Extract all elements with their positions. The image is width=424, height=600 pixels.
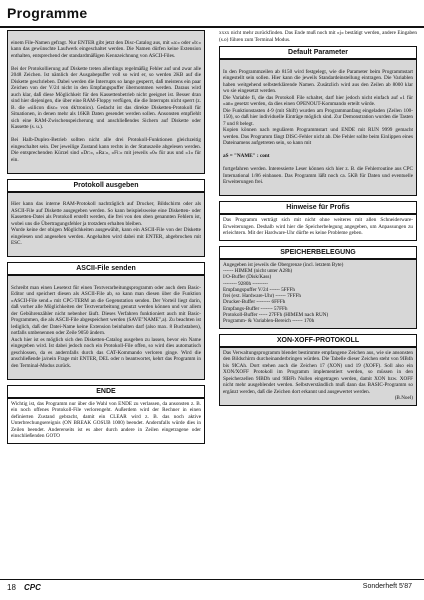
default-box xyxy=(219,59,417,196)
speicher-heading: SPEICHERBELEGUNG xyxy=(219,246,417,259)
protokoll-box xyxy=(7,192,205,258)
default-text: In den Programmzeilen ab 8150 wird festgelegt, wie die Parameter beim Programmstart eingestellt sein sollen. Hier kann die jeweils Standardeinstellung eintragen. Die Variablen haben weitgehend selbsterklärende Namen. Zusätzlich wird aus den Zeilen ab 8000 klar wo sie eingesetzt werden. Die Variable fi, die das Protokoll File schaltet, darf hier jedoch nicht einfach auf »1 für »an« gesetzt werden, da dies einen OPENOUT-Kommando erteilt würde. Die Funktionstasten 4-9 (mit Shift) wurden am Programmanfang eingeladen (Zeilen 100-150), so daß hier individuelle Einträge möglich sind. Zur Demonstration wurden die Tasten 7 und 8 belegt. Kopien können nach regulärem Programmstart und ENDE mit RUN 9999 gemacht werden. Das Programm fängt DISC-Fehler nicht ab. Die Fehler sollte beim Einlippen eines Dateinamens aufgetreten sein, so kann mit xyxy=(223,68,413,146)
memory-map-row: Empfangs-Buffer ------- 57FFh xyxy=(223,305,288,312)
profis-text: Das Programm verträgt sich mit nicht ohne weiteres mit allen Schneiderware-Erweiterungen. Deshalb wird hier die Speicherbelegung angegeben, um Anpassungen zu erleichtern. Mit der Hardware-Uhr dürfte es keine Probleme geben. xyxy=(223,217,413,236)
disk-protocol-text: Bei der Protokollierung auf Diskette treten allerdings regelmäßig Fehler auf und zwar alle 2048 Zeichen. Ist nämlich der Ausgabepuffer voll so wird er, so werden 2KB auf die Diskette geschrieben. Dabei werden die Interrupts so lange gesperrt, daß meistens ein paar Zeichen von der V/24 nicht in den Empfangspuffer übernommen werden. Daraus wird auch klar, daß diese Möglichkeit für den Kassettenbetrieb nicht geeignet ist. Besser dran sind hier diejenigen, die über eine RAM-Floppy verfügen, die die Interrupts nicht sperrt (z. B. die »silicon disc« von dk'tronics). Gedacht ist das direkte Disketten-Protokoll für Situationen, in denen mehr als 16KB Daten gesendet werden sollen. Ansonsten empfiehlt sich eine RAM-Zwischenspeicherung und anschließendes Sichern auf Diskette oder Kassette (s. u.). xyxy=(11,65,201,130)
page-title: Programme xyxy=(7,5,88,21)
ende-text: Wichtig ist, das Programm nur über die Wahl von ENDE zu verlassen, da ansonsten z. B. ein noch offenes Protokoll-File verlorengeht. Außerdem wird der Rechner in einen definierten Zustand gebracht, damit ein CLEAR wird z. B. das noch aktive Unterbrechungsereignis (ON BREAK GOSUB 1000) beendet. Andernfalls würde dies in Zeilen beendet. Andererseits ist es aber durch andere in Zeilen eingetragene oder einschließenden GOTO xyxy=(11,400,201,439)
memory-map-table xyxy=(223,268,413,325)
ende-box xyxy=(7,398,205,444)
xon-text: Das Verwaltungsprogramm blendet bestimmte empfangene Zeichen aus, wie sie ansonsten den Bildschirm durcheinanderbringen würden. Die Tabelle dieser Zeichen steht von 9IB4h bis 9ICAh. Dort stehen auch die Zeichen 17 (XON) und 19 (XOFF). Soll also ein XON/XOFF Protokoll im Programm implementiert werden, so müssen in den Speicherzellen 9IBDh und 9IBFh Nullen eingetragen werden, damit XON bzw. XOFF nicht mehr ausgeblendet werden. Selbstverständlich muß dann das BASIC-Programm so ergänzt werden, daß die Zeichen dort erkannt und ausgewertet werden. xyxy=(223,349,413,395)
cpc-logo: CPC xyxy=(24,583,41,592)
continuation-box xyxy=(219,30,417,46)
header-rule xyxy=(0,26,424,28)
speicher-box xyxy=(219,259,417,329)
memory-map-row: frei (ext. Hardware-Uhr) ------ 7FFFh xyxy=(223,293,301,300)
memory-map-row: Protokoll-Buffer ----- 27FFh (HIMEM nach RUN) xyxy=(223,312,329,319)
continuation-text: xxxx nicht mehr zurückfinden. Das Ende muß noch mit »j« bestätigt werden, andere Eingaben (s.o) führen zum Terminal Modus. xyxy=(219,30,417,43)
page-header xyxy=(0,0,424,26)
ascii-text: Schreibt man einen Lesetext für einen Textverarbeitungsprogramm oder auch dem Basic-Editor und speichert diesen als ASCII-File ab, so kann man diesen über die Funktion »ASCII-File send.« mit CPC-TERM an die Gegenstation senden. Der Vorteil liegt darin, daß vorher alle Möglichkeiten der Textverarbeitung genutzt werden können und vor allem der Gebührenzähler nicht nebenher läuft. Dieses Verfahren funktioniert auch mit Basic-Programmen, die als ASCII-File abgespeichert werden (SAVE"NAME",a). Zu beachten ist lediglich, daß der Datei-Name keine Extension beinhalten darf (also max. 8 Buchstaben), notfalls umbenennen oder Zeile 9050 ändern. Auch hier ist es möglich sich den Disketten-Catalog ausgeben zu lassen, bevor ein Name eingegeben wird. Ist dabei jedoch noch ein Protokoll-File offen, so wird dies automatisch geschlossen, da es andernfalls durch das CAT-Kommando verloren ginge. Wird die anschließende ja/nein Frage mit ENTER, DEL oder n beantwortet, kehrt das Programm in den Terminal-Modus zurück. xyxy=(11,284,201,369)
profis-heading: Hinweise für Profis xyxy=(219,201,417,214)
ende-heading: ENDE xyxy=(7,385,205,398)
default-heading: Default Parameter xyxy=(219,46,417,59)
memory-map-row: ------ HIMEM (nicht unter A28h) xyxy=(223,268,293,274)
memory-map-row: -------- 9280h --------- xyxy=(223,280,268,287)
protokoll-heading: Protokoll ausgeben xyxy=(7,179,205,192)
speicher-intro: Angegeben ist jeweils die Obergrenze (incl. letztem Byte) xyxy=(223,261,344,268)
right-column xyxy=(219,30,417,406)
footer-rule xyxy=(0,579,424,580)
left-column xyxy=(7,30,205,444)
default-code: aS = "NAME" : cont xyxy=(223,153,270,159)
xon-author: (B.Noel) xyxy=(394,395,413,402)
xon-box xyxy=(219,347,417,406)
memory-map-row: I/O-Buffer (Disk/Kass) xyxy=(223,274,272,281)
memory-map-row: Drucker-Buffer -------- 6FFFh xyxy=(223,299,286,306)
ascii-box xyxy=(7,275,205,380)
xon-heading: XON-XOFF-PROTOKOLL xyxy=(219,334,417,347)
intro-box xyxy=(7,30,205,174)
page-number: 18 xyxy=(7,583,16,592)
page-footer xyxy=(0,575,424,600)
intro-text: einem File-Namen gefragt. Nur ENTER gibt jetzt den Disc-Catalog aus, mit »a:« oder »b:« kann das gewünschte Laufwerk eingeschaltet werden. Die Namen dürfen keine Extension enthalten, entsprechend der standardmäßigen Kennzeichnung von ASCII-Files. xyxy=(11,39,201,59)
memory-map-row: Empfangspuffer V/24 ------ 5FFFh xyxy=(223,286,295,293)
profis-box xyxy=(219,214,417,241)
memory-map-row: Programm- & Variablen-Bereich ------ 170h xyxy=(223,318,315,325)
protokoll-text: Hier kann das interne RAM-Protokoll nachträglich auf Drucker, Bildschirm oder als ASCII-File auf Diskette ausgegeben werden. So kann beispielsweise eine Disketten- oder Kassetten-Datei als Protokoll erstellt werden, die frei von den oben genannten Fehlern ist, wobei uns die Übertragungsfehler ja trotzdem erhalten bleiben. Wurde keine der obigen Möglichkeiten ausgewählt, kann ein ASCII-File von der Diskette eingelesen und angesehen werden. Angehalten wird dabei mit ENTER, abgebrochen mit ESC. xyxy=(11,201,201,246)
half-duplex-text: Bei Halb-Duplex-Betrieb sollten nicht alle drei Protokoll-Funktionen gleichzeitig eingeschaltet sein. Der jeweilige Zustand kann rechts in der Statuszeile abgelesen werden. Die entsprechenden Kürzel sind »Dr:«, »Ra:«, »Fi:« mit jeweils »0« für aus und »1« für ein. xyxy=(11,137,201,163)
ascii-heading: ASCII-File senden xyxy=(7,262,205,275)
default-text-2: fortgefahren werden. Interessierte Leser können sich hier z. B. die Fehlerroutine aus CPC International 1/86 einbauen. Das Programm läßt noch ca. 5KB für Daten und eventuelle Erweiterungen frei. xyxy=(223,166,413,185)
issue-label: Sonderheft 5'87 xyxy=(362,583,412,590)
